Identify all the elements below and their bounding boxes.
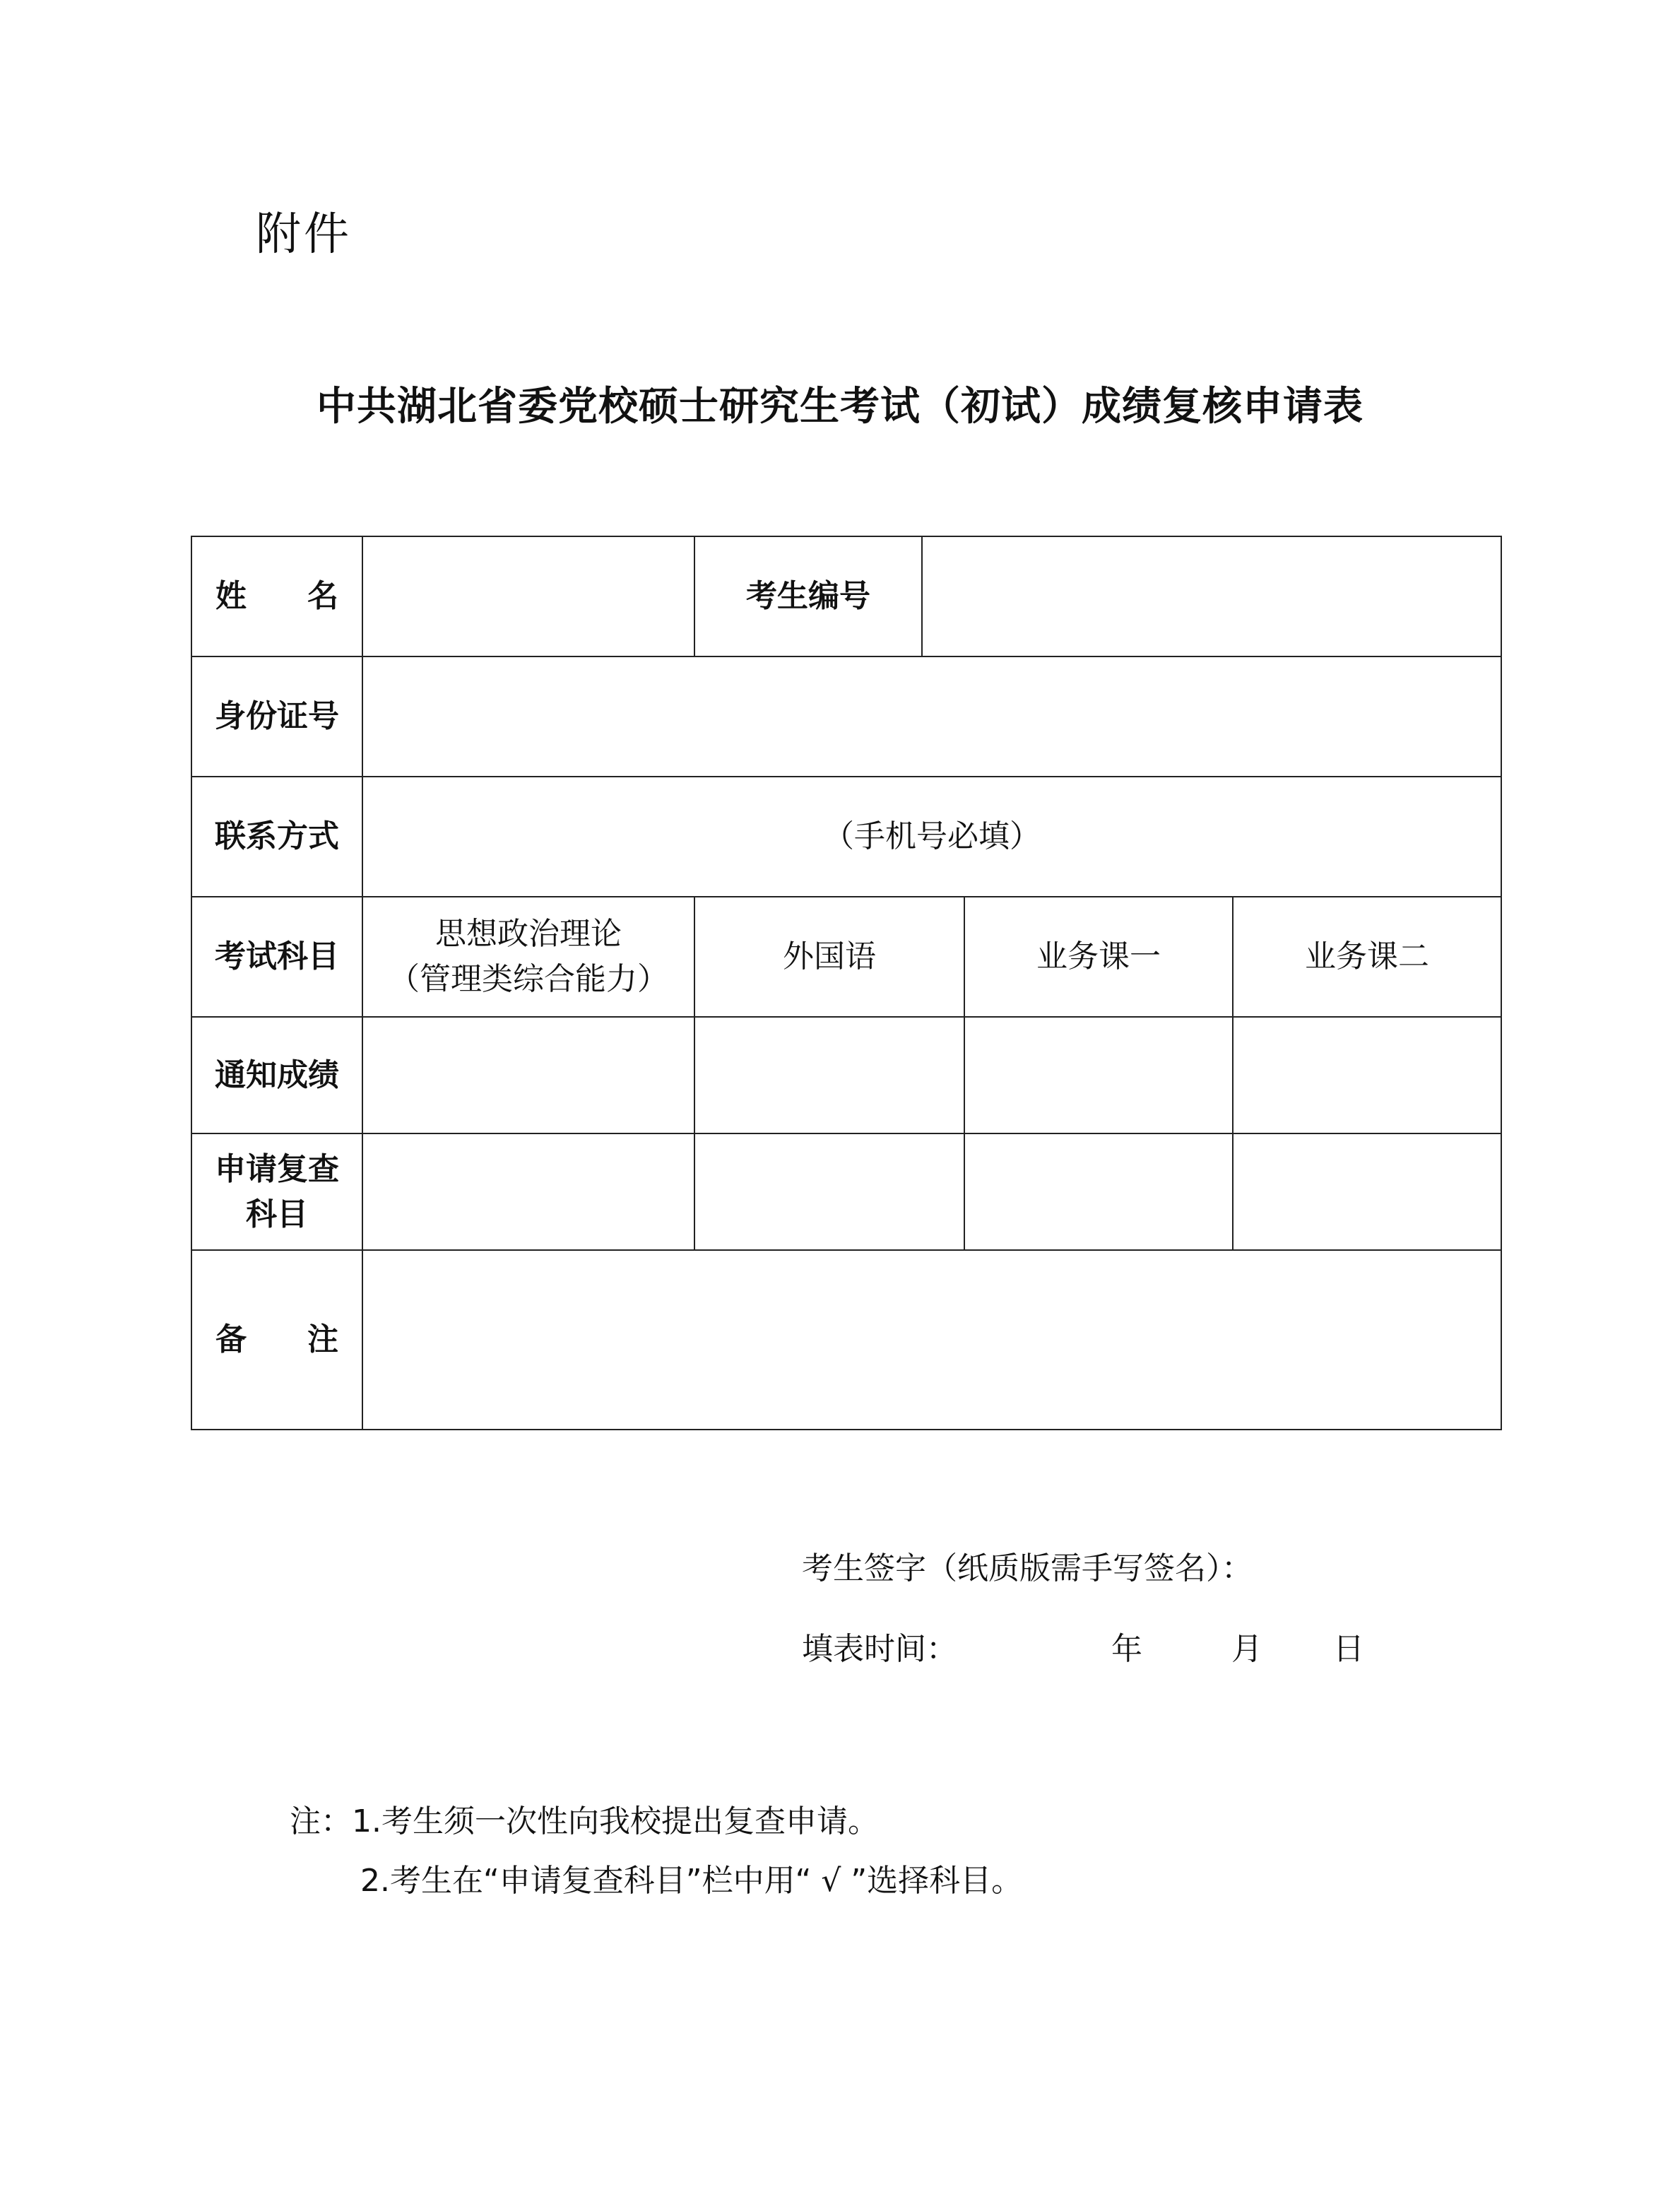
id-number-field[interactable]: [362, 656, 1501, 777]
review-major-2-checkbox[interactable]: [1233, 1133, 1501, 1250]
row-subjects: [191, 897, 1501, 1017]
attachment-label: 附件: [256, 208, 352, 261]
contact-field[interactable]: [362, 777, 1501, 897]
row-name: [191, 536, 1501, 656]
remarks-field[interactable]: [362, 1250, 1501, 1430]
id-number-label: 身份证号: [191, 656, 362, 777]
score-foreign-language-field[interactable]: [694, 1017, 964, 1133]
review-politics-checkbox[interactable]: [362, 1133, 694, 1250]
subject-politics-line1: 思想政治理论: [435, 916, 622, 953]
score-major-1-field[interactable]: [964, 1017, 1233, 1133]
exam-id-field[interactable]: [922, 536, 1501, 656]
day-label: 日: [1333, 1631, 1364, 1667]
document-title: 中共湖北省委党校硕士研究生考试（初试）成绩复核申请表: [317, 384, 1363, 430]
subject-major-1: 业务课一: [964, 897, 1233, 1017]
subject-foreign-language: 外国语: [694, 897, 964, 1017]
score-politics-field[interactable]: [362, 1017, 694, 1133]
note-1: 注：1.考生须一次性向我校提出复查申请。: [290, 1803, 879, 1839]
row-id-number: [191, 656, 1501, 777]
exam-id-label: 考生编号: [694, 536, 922, 656]
review-foreign-language-checkbox[interactable]: [694, 1133, 964, 1250]
subject-politics-line2: （管理类综合能力）: [389, 961, 668, 997]
month-label: 月: [1231, 1631, 1262, 1667]
contact-label: 联系方式: [191, 777, 362, 897]
subjects-label: 考试科目: [191, 897, 362, 1017]
date-label: 填表时间：: [802, 1631, 957, 1667]
review-major-1-checkbox[interactable]: [964, 1133, 1233, 1250]
subject-major-2: 业务课二: [1233, 897, 1501, 1017]
signature-label: 考生签字（纸质版需手写签名）：: [802, 1550, 1253, 1586]
subject-politics: [362, 897, 694, 1017]
notified-scores-label: 通知成绩: [191, 1017, 362, 1133]
row-remarks: [191, 1250, 1501, 1430]
name-label: 姓 名: [191, 536, 362, 656]
note-2: 2.考生在“申请复查科目”栏中用“ √ ”选择科目。: [360, 1863, 1023, 1899]
year-label: 年: [1111, 1631, 1142, 1667]
row-contact: [191, 777, 1501, 897]
score-major-2-field[interactable]: [1233, 1017, 1501, 1133]
name-field[interactable]: [362, 536, 694, 656]
contact-hint: （手机号必填）: [823, 818, 1041, 855]
row-notified-scores: [191, 1017, 1501, 1133]
review-application-form: [191, 536, 1502, 1430]
remarks-label: 备 注: [191, 1250, 362, 1430]
row-review-subjects: [191, 1133, 1501, 1250]
review-subjects-label: 申请复查 科目: [191, 1133, 362, 1250]
